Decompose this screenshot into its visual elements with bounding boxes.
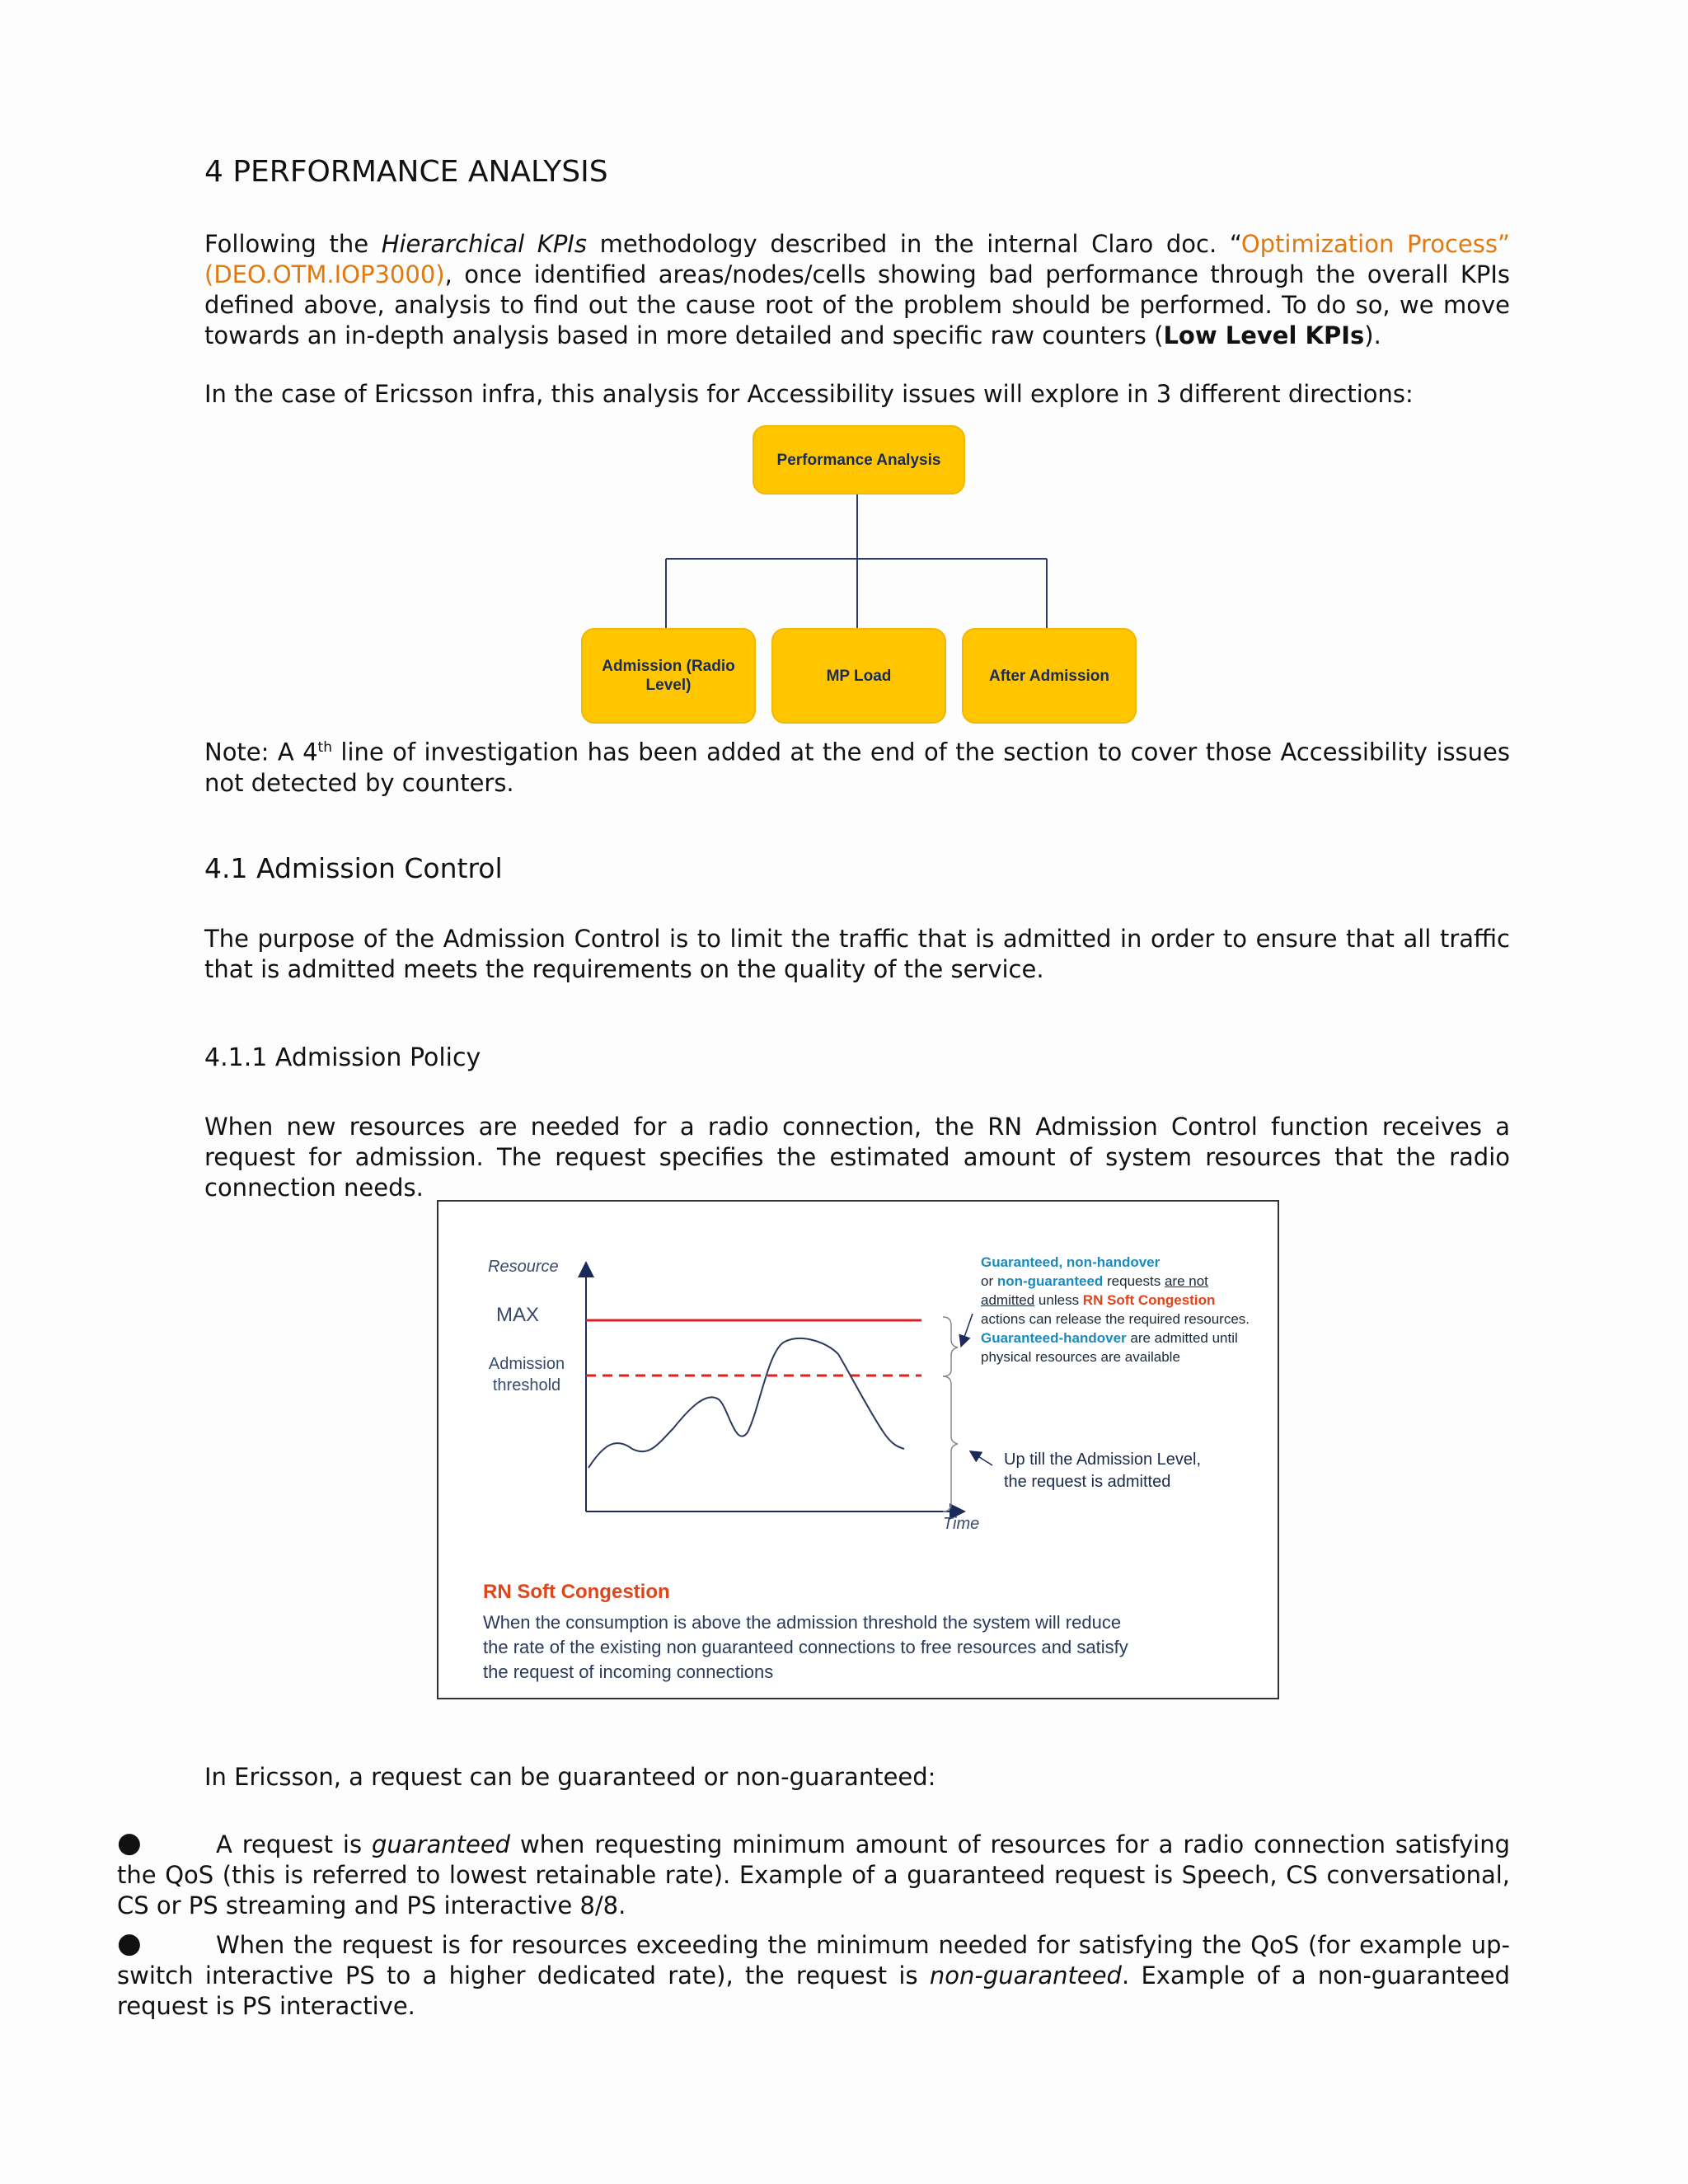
- section-4-1-1-paragraph: When new resources are needed for a radio connection, the RN Admission Control function receives a request for admission. The request specifies the estimated amount of system resources that the radio connection needs.: [204, 1113, 1510, 1202]
- admission-diagram: [437, 1200, 1279, 1699]
- org-child-after-admission: After Admission: [962, 628, 1137, 724]
- x-axis-label: Time: [943, 1515, 980, 1533]
- bullet-2-marker: ●: [117, 1927, 142, 1960]
- org-child-admission: Admission (Radio Level): [581, 628, 756, 724]
- note-paragraph: Note: A 4th line of investigation has been added at the end of the section to cover those Accessibility issues not detected by counters.: [204, 738, 1510, 797]
- congestion-text: When the consumption is above the admission threshold the system will reduce the rate of the existing non guaranteed connections to free resources and satisfy the request of incoming connections: [483, 1612, 1128, 1682]
- optimization-process-link[interactable]: Optimization Process” (DEO.OTM.IOP3000): [204, 230, 1510, 288]
- admit-pointer: [974, 1454, 992, 1465]
- admission-note: Guaranteed, non-handover or non-guaranteed requests are not admitted unless RN Soft Congestion actions can release the required resources. Guaranteed-handover are admitted until physical resources are available: [981, 1254, 1250, 1365]
- section-4-1-heading: 4.1 Admission Control: [204, 852, 503, 884]
- y-axis-label: Resource: [488, 1258, 559, 1276]
- threshold-label: Admission threshold: [488, 1355, 565, 1394]
- congestion-title: RN Soft Congestion: [483, 1581, 670, 1603]
- bullet-1-marker: ●: [117, 1826, 142, 1859]
- bullet-guaranteed: A request is guaranteed when requesting minimum amount of resources for a radio connection satisfying the QoS (this is referred to lowest retainable rate). Example of a guaranteed request is Speech, CS conversational, CS or PS streaming and PS interactive 8/8.: [117, 1830, 1510, 1919]
- upper-brace: [943, 1317, 958, 1376]
- lower-brace: [943, 1376, 958, 1511]
- resource-curve: [588, 1338, 904, 1468]
- section-4-1-1-heading: 4.1.1 Admission Policy: [204, 1043, 481, 1072]
- max-label: MAX: [496, 1304, 540, 1326]
- hierarchical-kpis-term: Hierarchical KPIs: [381, 230, 587, 258]
- section-4-1-paragraph: The purpose of the Admission Control is to limit the traffic that is admitted in order to ensure that all traffic that is admitted meets the requirements on the quality of the service.: [204, 925, 1510, 983]
- request-types-intro: In Ericsson, a request can be guaranteed or non-guaranteed:: [204, 1763, 936, 1791]
- org-child-mp-load: MP Load: [771, 628, 946, 724]
- section-4-paragraph-1: Following the Hierarchical KPIs methodology described in the internal Claro doc. “Optimization Process” (DEO.OTM.IOP3000), once identified areas/nodes/cells showing bad performance through the overall KPIs defined above, analysis to find out the cause root of the problem should be performed. To do so, we move towards an in-depth analysis based in more detailed and specific raw counters (Low Level KPIs).: [204, 230, 1510, 349]
- note-pointer: [963, 1314, 973, 1342]
- bullet-non-guaranteed: When the request is for resources exceeding the minimum needed for satisfying the QoS (for example up-switch interactive PS to a higher dedicated rate), the request is non-guaranteed. Example of a non-guaranteed request is PS interactive.: [117, 1931, 1510, 2020]
- admit-note: Up till the Admission Level, the request is admitted: [1004, 1451, 1202, 1491]
- section-4-heading: 4 PERFORMANCE ANALYSIS: [204, 155, 608, 189]
- section-4-paragraph-2: In the case of Ericsson infra, this analysis for Accessibility issues will explore in 3 different directions:: [204, 380, 1414, 408]
- org-root-performance-analysis: Performance Analysis: [753, 425, 965, 494]
